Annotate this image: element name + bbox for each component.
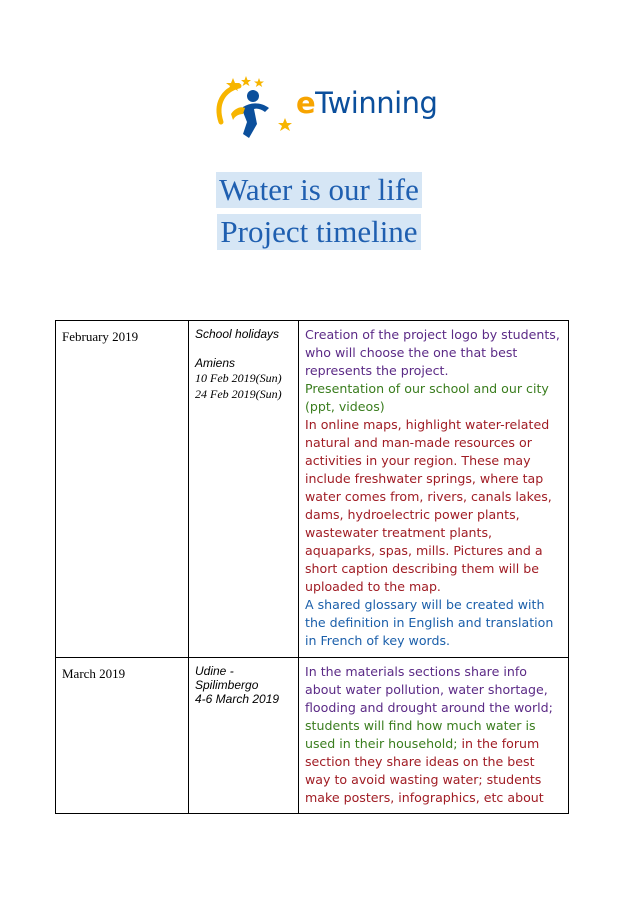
logo-twinning: Twinning xyxy=(315,86,438,120)
document-title xyxy=(0,172,638,256)
table-row xyxy=(56,321,569,658)
title-line-1: Water is our life xyxy=(216,172,422,208)
mobility-cell xyxy=(189,658,299,814)
etwinning-wordmark xyxy=(296,86,437,120)
mobility-note: School holidays xyxy=(195,327,280,341)
mobility-dates: 4-6 March 2019 xyxy=(195,692,280,706)
activities-cell xyxy=(299,321,569,658)
etwinning-emblem-icon xyxy=(213,74,303,142)
mobility-city: Udine - Spilimbergo xyxy=(195,664,259,692)
mobility-start-date: 10 Feb 2019(Sun) xyxy=(195,371,282,385)
month-label: February 2019 xyxy=(62,329,139,344)
activity-text: students will find how much water is used in their household; xyxy=(305,718,536,751)
title-line-2: Project timeline xyxy=(217,214,420,250)
activity-text: Presentation of our school and our city (ppt, videos) xyxy=(305,381,549,414)
activity-text: A shared glossary will be created with the definition in English and translation in French of key words. xyxy=(305,597,554,648)
activity-text: Creation of the project logo by students, who will choose the one that best represents the project. xyxy=(305,327,560,378)
mobility-city: Amiens xyxy=(195,356,236,370)
activity-text: In online maps, highlight water-related natural and man-made resources or activities in your region. These may include freshwater springs, where tap water comes from, rivers, canals lakes, dams, hydroelectric power plants, wastewater treatment plants, aquaparks, spas, mills. Pictures and a short caption describing them will be uploaded to the map. xyxy=(305,417,552,594)
mobility-cell xyxy=(189,321,299,658)
activity-text: In the materials sections share info about water pollution, water shortage, flooding and drought around the world; xyxy=(305,664,553,715)
table-row xyxy=(56,658,569,814)
timeline-table xyxy=(55,320,569,814)
month-cell xyxy=(56,321,189,658)
activities-cell xyxy=(299,658,569,814)
logo-e: e xyxy=(296,86,316,120)
month-label: March 2019 xyxy=(62,666,126,681)
mobility-end-date: 24 Feb 2019(Sun) xyxy=(195,387,282,401)
month-cell xyxy=(56,658,189,814)
activity-text: in the forum section they share ideas on the best way to avoid wasting water; students make posters, infographics, etc about xyxy=(305,736,544,805)
